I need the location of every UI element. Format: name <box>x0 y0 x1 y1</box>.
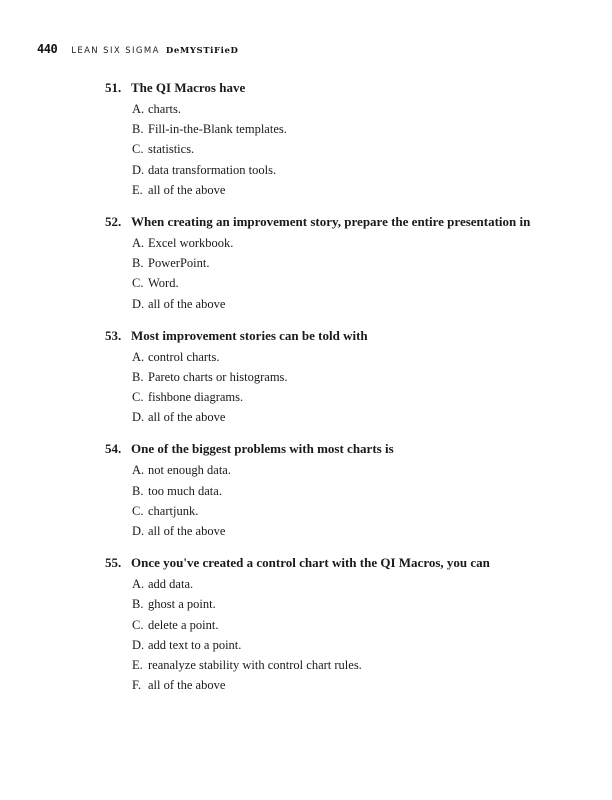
question-number: 53. <box>105 327 122 343</box>
choice-letter: B. <box>132 256 144 271</box>
choice-letter: D. <box>132 637 145 652</box>
choice-text: add text to a point. <box>148 637 242 652</box>
choice-letter: C. <box>132 503 144 518</box>
question-number: 54. <box>105 441 122 457</box>
answer-choice <box>132 407 585 427</box>
choice-letter: A. <box>132 235 145 250</box>
choice-text: statistics. <box>148 142 195 157</box>
answer-choice <box>132 501 585 521</box>
answer-choice <box>132 481 585 501</box>
answer-choice <box>132 460 585 480</box>
answer-choice <box>132 99 585 119</box>
choice-letter: C. <box>132 276 144 291</box>
answer-choice <box>132 160 585 180</box>
question-53 <box>105 327 585 428</box>
question-stem <box>105 213 585 230</box>
choice-text: all of the above <box>148 296 226 311</box>
question-stem <box>105 327 585 344</box>
question-text: The QI Macros have <box>131 80 246 95</box>
question-54 <box>105 440 585 541</box>
choice-letter: B. <box>132 597 144 612</box>
choice-text: delete a point. <box>148 617 219 632</box>
question-55 <box>105 554 585 695</box>
question-text: When creating an improvement story, prepare the entire presentation in <box>131 213 531 229</box>
choice-text: Fill-in-the-Blank templates. <box>148 122 287 137</box>
answer-choice <box>132 635 585 655</box>
question-number: 51. <box>105 80 122 95</box>
question-list <box>105 79 585 708</box>
question-number: 52. <box>105 213 122 229</box>
choice-letter: C. <box>132 617 144 632</box>
choice-letter: C. <box>132 142 144 157</box>
answer-choice <box>132 233 585 253</box>
choice-text: Excel workbook. <box>148 235 234 250</box>
choice-text: all of the above <box>148 678 226 693</box>
choice-text: data transformation tools. <box>148 162 277 177</box>
choice-text: all of the above <box>148 182 226 197</box>
answer-choice <box>132 387 585 407</box>
choice-text: too much data. <box>148 483 222 498</box>
answer-choice <box>132 119 585 139</box>
choice-letter: C. <box>132 390 144 405</box>
choice-text: PowerPoint. <box>148 256 210 271</box>
choice-letter: D. <box>132 410 145 425</box>
answer-choice <box>132 655 585 675</box>
book-title-brand: DeMYSTiFieD <box>165 46 239 56</box>
question-number: 55. <box>105 555 122 571</box>
question-52 <box>105 213 585 314</box>
choice-letter: D. <box>132 162 145 177</box>
question-stem <box>105 554 585 571</box>
choice-text: all of the above <box>148 410 226 425</box>
answer-choice <box>132 675 585 695</box>
choice-letter: D. <box>132 524 145 538</box>
page-number: 440 <box>37 42 58 56</box>
choice-text: not enough data. <box>148 463 231 478</box>
choice-letter: B. <box>132 483 144 498</box>
choice-letter: B. <box>132 369 144 384</box>
choice-text: Word. <box>148 276 179 291</box>
answer-choice <box>132 615 585 635</box>
question-text: One of the biggest problems with most charts is <box>131 441 394 457</box>
choice-text: all of the above <box>148 524 226 538</box>
choice-text: control charts. <box>148 349 220 364</box>
choice-letter: E. <box>132 657 143 672</box>
choice-letter: E. <box>132 182 143 197</box>
answer-choice <box>132 594 585 614</box>
question-51 <box>105 79 585 200</box>
answer-choice <box>132 521 585 541</box>
answer-choice <box>132 367 585 387</box>
choice-text: charts. <box>148 102 181 116</box>
answer-choice <box>132 347 585 367</box>
question-stem <box>105 79 585 96</box>
choice-letter: A. <box>132 349 145 364</box>
answer-choice <box>132 574 585 594</box>
answer-choice <box>132 139 585 159</box>
running-header <box>37 42 238 56</box>
book-title: LEAN SIX SIGMA <box>71 46 160 56</box>
question-text: Most improvement stories can be told with <box>131 327 368 343</box>
question-stem <box>105 440 585 457</box>
choice-text: reanalyze stability with control chart rules. <box>148 657 362 672</box>
choice-text: Pareto charts or histograms. <box>148 369 288 384</box>
choice-text: add data. <box>148 577 194 592</box>
answer-choice <box>132 294 585 314</box>
choice-text: fishbone diagrams. <box>148 390 244 405</box>
choice-letter: B. <box>132 122 144 137</box>
answer-choice <box>132 253 585 273</box>
choice-letter: D. <box>132 296 145 311</box>
choice-letter: A. <box>132 102 145 116</box>
choice-letter: A. <box>132 577 145 592</box>
question-text: Once you've created a control chart with the QI Macros, you can <box>131 555 490 571</box>
choice-letter: A. <box>132 463 145 478</box>
choice-letter: F. <box>132 678 142 693</box>
choice-text: ghost a point. <box>148 597 216 612</box>
answer-choice <box>132 273 585 293</box>
choice-text: chartjunk. <box>148 503 199 518</box>
answer-choice <box>132 180 585 200</box>
